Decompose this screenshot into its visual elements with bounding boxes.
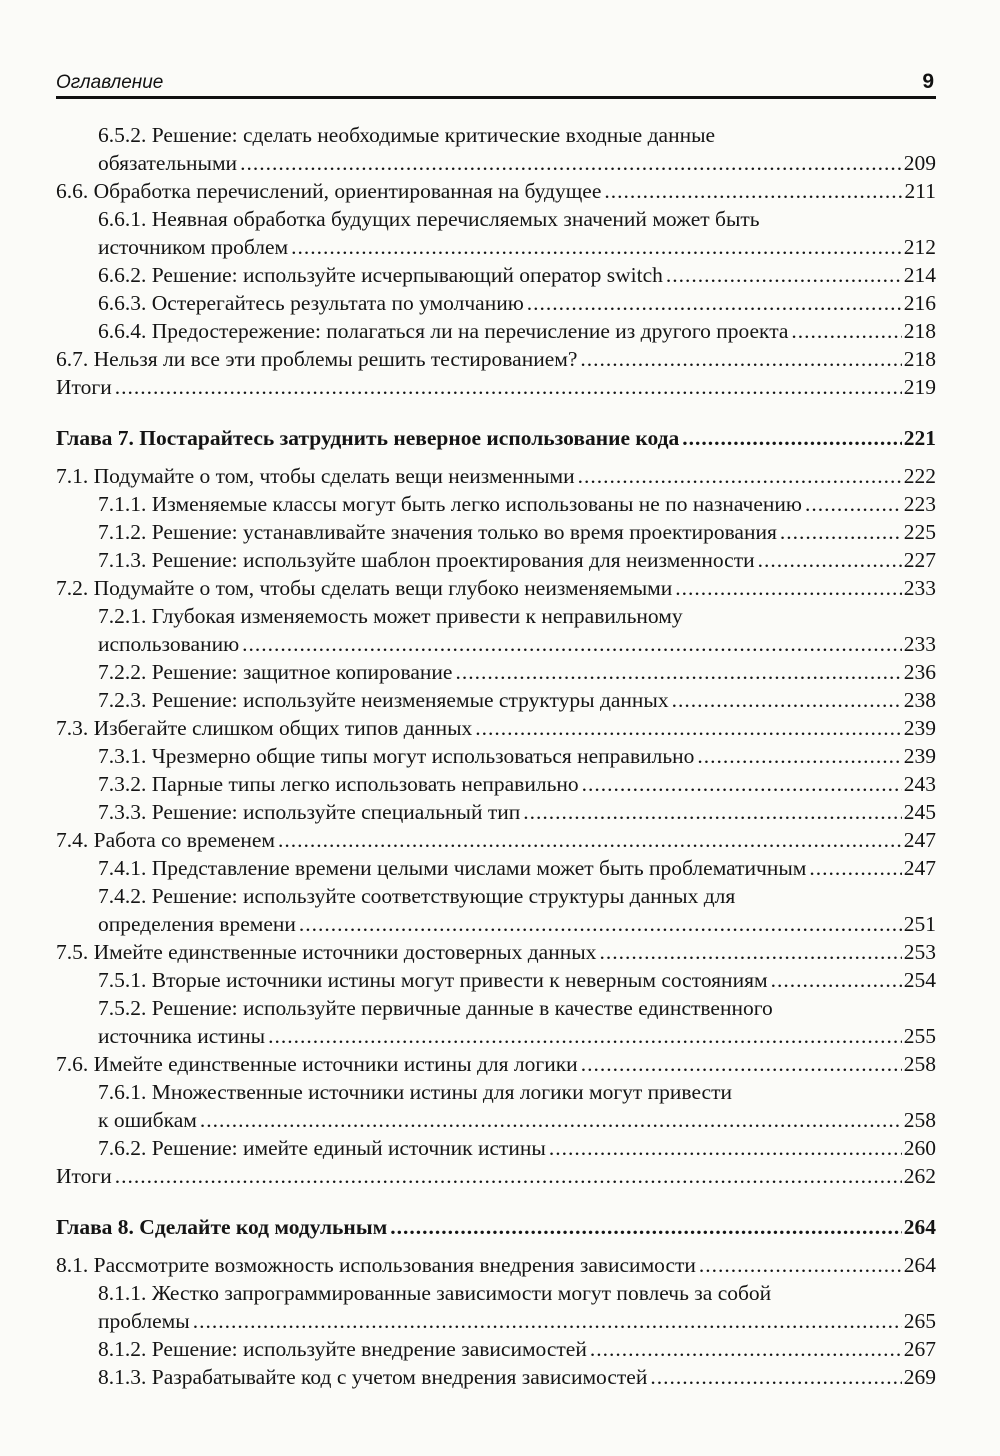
toc-leader-dots xyxy=(242,630,902,658)
toc-entry-page: 236 xyxy=(903,660,936,684)
toc-entry-page: 223 xyxy=(903,492,936,516)
toc-entry-title: 7.2.2. Решение: защитное копирование xyxy=(98,660,453,684)
toc-entry-title-line[interactable]: 7.6.1. Множественные источники истины для логики могут привести xyxy=(98,1080,732,1104)
toc-entry-title: 7.5.1. Вторые источники истины могут привести к неверным состояниям xyxy=(98,968,768,992)
toc-entry-page: 264 xyxy=(903,1253,936,1277)
toc-entry[interactable] xyxy=(98,1022,936,1050)
toc-entry[interactable] xyxy=(56,345,936,373)
toc-entry[interactable] xyxy=(98,149,936,177)
toc-leader-dots xyxy=(758,546,902,574)
toc-entry[interactable] xyxy=(56,1162,936,1190)
toc-leader-dots xyxy=(604,177,902,205)
toc-entry-title-line[interactable]: 6.5.2. Решение: сделать необходимые критические входные данные xyxy=(98,123,716,147)
toc-entry-title: проблемы xyxy=(98,1309,190,1333)
toc-entry-page: 269 xyxy=(903,1365,936,1389)
toc-entry-page: 267 xyxy=(903,1337,936,1361)
toc-leader-dots xyxy=(771,966,902,994)
toc-entry[interactable] xyxy=(98,546,936,574)
toc-entry[interactable] xyxy=(56,574,936,602)
toc-leader-dots xyxy=(590,1335,902,1363)
toc-entry-title: 7.2. Подумайте о том, чтобы сделать вещи глубоко неизменяемыми xyxy=(56,576,673,600)
toc-leader-dots xyxy=(523,798,902,826)
toc-leader-dots xyxy=(115,373,902,401)
toc-entry-title: обязательными xyxy=(98,151,238,175)
toc-entry-page: 262 xyxy=(903,1164,936,1188)
toc-entry-title: источником проблем xyxy=(98,235,289,259)
toc-entry[interactable] xyxy=(98,1106,936,1134)
toc-entry-title: 7.4.1. Представление времени целыми числами может быть проблематичным xyxy=(98,856,807,880)
toc-leader-dots xyxy=(599,938,901,966)
toc-entry-page: 239 xyxy=(903,716,936,740)
toc-leader-dots xyxy=(672,686,902,714)
toc-entry[interactable] xyxy=(98,518,936,546)
toc-entry[interactable] xyxy=(98,630,936,658)
toc-entry-title: определения времени xyxy=(98,912,296,936)
toc-entry-page: 245 xyxy=(903,800,936,824)
toc-leader-dots xyxy=(805,490,902,518)
toc-entry-title: 8.1.3. Разрабатывайте код с учетом внедрения зависимостей xyxy=(98,1365,648,1389)
toc-entry-title: 6.6.4. Предостережение: полагаться ли на перечисление из другого проекта xyxy=(98,319,789,343)
toc-entry-page: 264 xyxy=(903,1215,936,1239)
toc-entry-title: использованию xyxy=(98,632,240,656)
toc-entry[interactable] xyxy=(98,686,936,714)
toc-entry-page: 238 xyxy=(903,688,936,712)
toc-entry[interactable] xyxy=(98,770,936,798)
toc-entry-title-line[interactable]: 7.2.1. Глубокая изменяемость может привести к неправильному xyxy=(98,604,683,628)
toc-chapter-entry[interactable] xyxy=(56,424,936,452)
toc-entry[interactable] xyxy=(98,798,936,826)
toc-entry[interactable] xyxy=(98,261,936,289)
toc-entry[interactable] xyxy=(98,910,936,938)
toc-leader-dots xyxy=(697,742,901,770)
toc-entry-title: 7.5. Имейте единственные источники достоверных данных xyxy=(56,940,597,964)
toc-entry-title: 7.3.2. Парные типы легко использовать неправильно xyxy=(98,772,579,796)
toc-entry-title: 7.1.2. Решение: устанавливайте значения только во время проектирования xyxy=(98,520,777,544)
toc-entry-page: 209 xyxy=(903,151,936,175)
toc-entry-title: 8.1. Рассмотрите возможность использования внедрения зависимости xyxy=(56,1253,696,1277)
toc-entry-page: 218 xyxy=(903,347,936,371)
toc-entry-page: 254 xyxy=(903,968,936,992)
toc-leader-dots xyxy=(278,826,902,854)
toc-leader-dots xyxy=(699,1251,902,1279)
toc-entry-page: 260 xyxy=(903,1136,936,1160)
toc-entry[interactable] xyxy=(56,938,936,966)
toc-entry-title: 7.3.3. Решение: используйте специальный тип xyxy=(98,800,521,824)
toc-entry-page: 233 xyxy=(903,632,936,656)
toc-entry[interactable] xyxy=(56,177,936,205)
toc-leader-dots xyxy=(240,149,902,177)
toc-entry-page: 211 xyxy=(904,179,936,203)
toc-leader-dots xyxy=(115,1162,902,1190)
toc-leader-dots xyxy=(666,261,902,289)
toc-leader-dots xyxy=(291,233,902,261)
header-title: Оглавление xyxy=(56,72,164,93)
toc-entry[interactable] xyxy=(98,1134,936,1162)
toc-entry-page: 265 xyxy=(903,1309,936,1333)
toc-entry-page: 239 xyxy=(903,744,936,768)
toc-entry[interactable] xyxy=(98,317,936,345)
toc-entry-page: 212 xyxy=(903,235,936,259)
toc-entry-title: Итоги xyxy=(56,375,112,399)
toc-entry-title: 7.6. Имейте единственные источники истины для логики xyxy=(56,1052,578,1076)
toc-entry-title: Глава 8. Сделайте код модульным xyxy=(56,1215,388,1239)
toc-entry-page: 219 xyxy=(903,375,936,399)
toc-entry[interactable] xyxy=(56,714,936,742)
toc-entry[interactable] xyxy=(98,1335,936,1363)
toc-entry-page: 253 xyxy=(903,940,936,964)
toc-entry[interactable] xyxy=(98,658,936,686)
toc-entry[interactable] xyxy=(98,966,936,994)
toc-leader-dots xyxy=(580,345,901,373)
toc-entry-title: 6.6. Обработка перечислений, ориентированная на будущее xyxy=(56,179,602,203)
toc-entry[interactable] xyxy=(56,1050,936,1078)
toc-entry-title-line[interactable]: 7.5.2. Решение: используйте первичные данные в качестве единственного xyxy=(98,996,773,1020)
toc-entry-title: 7.4. Работа со временем xyxy=(56,828,276,852)
toc-entry-page: 218 xyxy=(903,319,936,343)
toc-entry-title: к ошибкам xyxy=(98,1108,197,1132)
toc-entry[interactable] xyxy=(98,1363,936,1391)
toc-entry-page: 216 xyxy=(903,291,936,315)
toc-leader-dots xyxy=(780,518,902,546)
toc-entry-page: 225 xyxy=(903,520,936,544)
toc-entry[interactable] xyxy=(98,854,936,882)
toc-chapter-entry[interactable] xyxy=(56,1213,936,1241)
toc-entry[interactable] xyxy=(98,233,936,261)
toc-entry-page: 247 xyxy=(903,828,936,852)
toc-entry-title: Итоги xyxy=(56,1164,112,1188)
toc-entry-page: 227 xyxy=(903,548,936,572)
toc-entry-page: 247 xyxy=(903,856,936,880)
toc-leader-dots xyxy=(455,658,901,686)
toc-entry-page: 258 xyxy=(903,1052,936,1076)
toc-leader-dots xyxy=(809,854,901,882)
toc-entry-title: 8.1.2. Решение: используйте внедрение зависимостей xyxy=(98,1337,587,1361)
toc-leader-dots xyxy=(581,1050,902,1078)
toc-entry-page: 255 xyxy=(903,1024,936,1048)
toc-entry-page: 221 xyxy=(903,426,936,450)
toc-entry-title: 7.3.1. Чрезмерно общие типы могут использоваться неправильно xyxy=(98,744,695,768)
toc-entry-title-line[interactable]: 8.1.1. Жестко запрограммированные зависимости могут повлечь за собой xyxy=(98,1281,772,1305)
toc-leader-dots xyxy=(193,1307,902,1335)
toc-entry-title: Глава 7. Постарайтесь затруднить неверное использование кода xyxy=(56,426,680,450)
toc-leader-dots xyxy=(527,289,902,317)
toc-leader-dots xyxy=(549,1134,902,1162)
toc-entry-title: 6.6.2. Решение: используйте исчерпывающий оператор switch xyxy=(98,263,663,287)
toc-leader-dots xyxy=(268,1022,902,1050)
toc-entry[interactable] xyxy=(98,490,936,518)
toc-leader-dots xyxy=(299,910,902,938)
toc-entry-title: 7.1.3. Решение: используйте шаблон проектирования для неизменности xyxy=(98,548,755,572)
toc-leader-dots xyxy=(200,1106,902,1134)
toc-entry-page: 258 xyxy=(903,1108,936,1132)
toc-entry-title: 6.7. Нельзя ли все эти проблемы решить тестированием? xyxy=(56,347,578,371)
toc-entry[interactable] xyxy=(98,1307,936,1335)
toc-entry[interactable] xyxy=(56,826,936,854)
toc-entry-page: 233 xyxy=(903,576,936,600)
toc-entry-page: 214 xyxy=(903,263,936,287)
toc-entry-title: 7.1.1. Изменяемые классы могут быть легко использованы не по назначению xyxy=(98,492,802,516)
toc-leader-dots xyxy=(791,317,901,345)
toc-entry-page: 243 xyxy=(903,772,936,796)
toc-entry-title: 7.3. Избегайте слишком общих типов данных xyxy=(56,716,473,740)
header-page-number: 9 xyxy=(922,70,934,93)
toc-entry-title: 7.1. Подумайте о том, чтобы сделать вещи неизменными xyxy=(56,464,575,488)
toc-leader-dots xyxy=(682,424,901,452)
toc-entry-title: 7.6.2. Решение: имейте единый источник истины xyxy=(98,1136,546,1160)
toc-entry-page: 222 xyxy=(903,464,936,488)
toc-entry[interactable] xyxy=(56,462,936,490)
toc-entry-title-line[interactable]: 7.4.2. Решение: используйте соответствующие структуры данных для xyxy=(98,884,736,908)
toc-entry[interactable] xyxy=(56,1251,936,1279)
toc-leader-dots xyxy=(390,1213,902,1241)
toc-entry-title: 6.6.3. Остерегайтесь результата по умолчанию xyxy=(98,291,524,315)
toc-leader-dots xyxy=(578,462,902,490)
toc-entry[interactable] xyxy=(98,289,936,317)
toc-entry-page: 251 xyxy=(903,912,936,936)
toc-entry-title: 7.2.3. Решение: используйте неизменяемые структуры данных xyxy=(98,688,669,712)
toc-leader-dots xyxy=(475,714,901,742)
toc-entry-title-line[interactable]: 6.6.1. Неявная обработка будущих перечисляемых значений может быть xyxy=(98,207,760,231)
toc-entry[interactable] xyxy=(98,742,936,770)
toc-entry[interactable] xyxy=(56,373,936,401)
toc-leader-dots xyxy=(650,1363,901,1391)
toc-leader-dots xyxy=(675,574,901,602)
toc-leader-dots xyxy=(582,770,902,798)
toc-entry-title: источника истины xyxy=(98,1024,266,1048)
